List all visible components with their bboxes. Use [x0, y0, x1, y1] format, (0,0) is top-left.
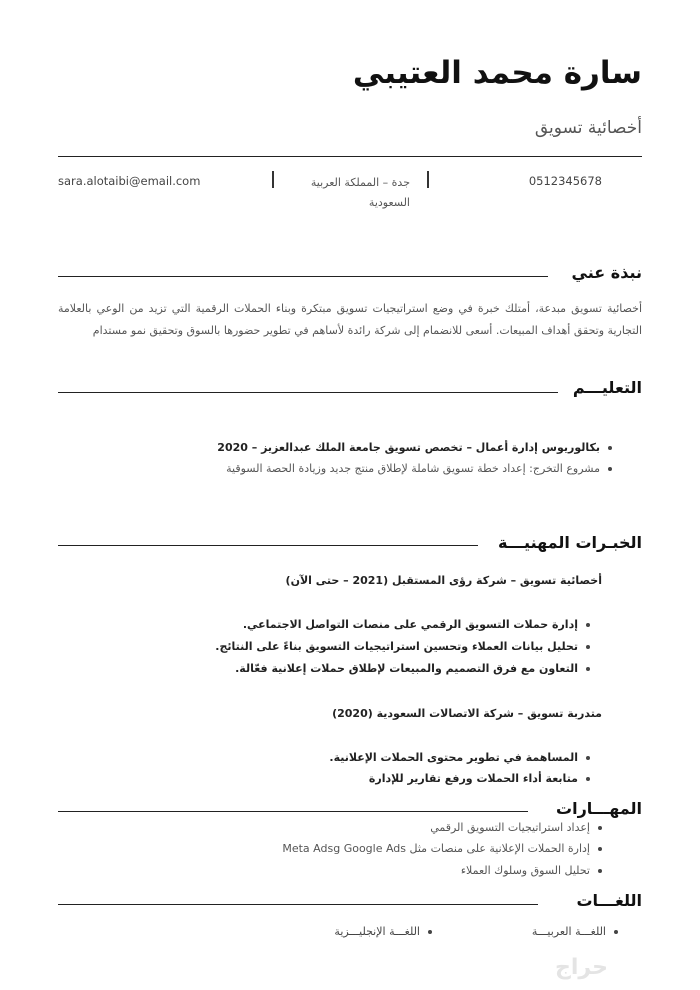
job-title: أخصائية تسويق [534, 118, 642, 138]
education-title: التعليـــم [572, 378, 642, 397]
job-heading: أخصائية تسويق – شركة رؤى المستقبل (2021 – حتى الآن) [285, 574, 602, 587]
about-divider [58, 276, 548, 277]
bullet-icon [614, 930, 618, 934]
list-item: تحليل بيانات العملاء وتحسين استراتيجيات التسويق بناءً على النتائج. [215, 640, 590, 653]
skills-title: المهـــارات [556, 799, 642, 818]
experience-title: الخبـرات المهنيـــة [497, 533, 642, 552]
list-item: إدارة الحملات الإعلانية على منصات مثل Meta Adsg Google Ads [282, 842, 602, 855]
contact-separator [272, 171, 274, 188]
about-title: نبذة عني [571, 263, 642, 282]
language-item: اللغـــة الإنجليـــزية [334, 925, 432, 938]
header-divider [58, 156, 642, 157]
language-item: اللغـــة العربيـــة [532, 925, 618, 938]
list-item: المساهمة في تطوير محتوى الحملات الإعلانية. [329, 751, 590, 764]
skills-divider [58, 811, 528, 812]
phone-number: 0512345678 [528, 174, 602, 188]
languages-title: اللغـــات [576, 891, 642, 910]
list-item: تحليل السوق وسلوك العملاء [461, 864, 602, 877]
experience-divider [58, 545, 478, 546]
bullet-icon [598, 869, 602, 873]
bullet-icon [586, 756, 590, 760]
full-name: سارة محمد العتيبي [352, 55, 642, 91]
bullet-icon [608, 467, 612, 471]
bullet-icon [428, 930, 432, 934]
list-item: بكالوريوس إدارة أعمال – تخصص تسويق جامعة الملك عبدالعزيز – 2020 [217, 441, 612, 454]
location: جدة – المملكة العربية السعودية [310, 176, 410, 209]
bullet-icon [608, 446, 612, 450]
email-link[interactable]: sara.alotaibi@email.com [58, 174, 201, 188]
languages-divider [58, 904, 538, 905]
about-text: أخصائية تسويق مبدعة، أمتلك خبرة في وضع استراتيجيات تسويق مبتكرة وبناء الحملات الرقمية التي تزيد من الوعي بالعلامة التجارية وتحقق أهداف المبيعات. أسعى للانضمام إلى شركة رائدة لأساهم في تطوير حضورها بالسوق وتحقيق نمو مستدام [58, 302, 642, 337]
list-item: التعاون مع فرق التصميم والمبيعات لإطلاق حملات إعلانية فعّالة. [235, 662, 590, 675]
bullet-icon [598, 847, 602, 851]
bullet-icon [598, 826, 602, 830]
list-item: إعداد استراتيجيات التسويق الرقمي [430, 821, 602, 834]
list-item: إدارة حملات التسويق الرقمي على منصات التواصل الاجتماعي. [243, 618, 590, 631]
list-item: متابعة أداء الحملات ورفع تقارير للإدارة [369, 772, 590, 785]
bullet-icon [586, 667, 590, 671]
bullet-icon [586, 645, 590, 649]
job-heading: متدربة تسويق – شركة الاتصالات السعودية (2020) [332, 707, 602, 720]
list-item: مشروع التخرج: إعداد خطة تسويق شاملة لإطلاق منتج جديد وزيادة الحصة السوقية [226, 462, 612, 475]
bullet-icon [586, 777, 590, 781]
bullet-icon [586, 623, 590, 627]
education-divider [58, 392, 558, 393]
contact-separator [427, 171, 429, 188]
watermark-logo: حراج [555, 955, 608, 980]
